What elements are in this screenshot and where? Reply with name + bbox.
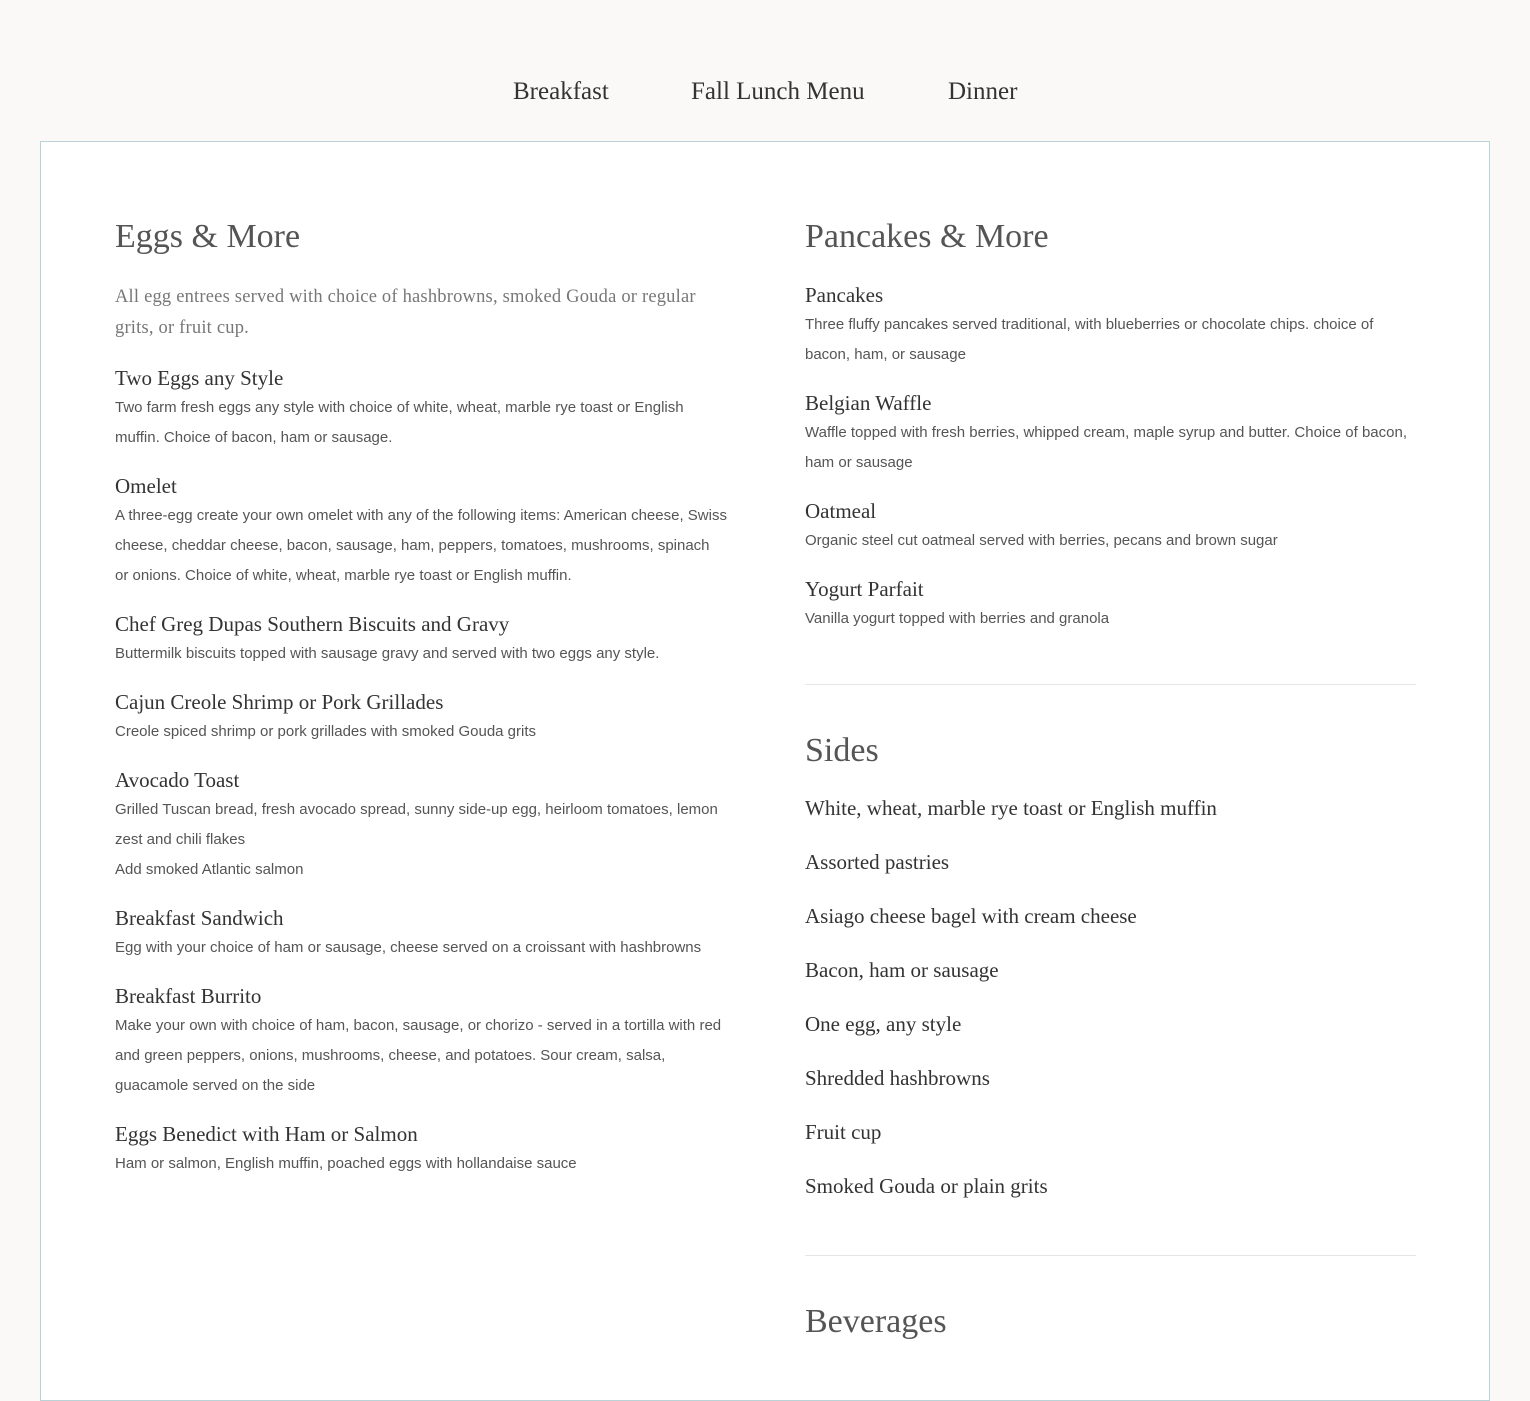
- section-title-sides: Sides: [805, 732, 879, 769]
- item-name: Eggs Benedict with Ham or Salmon: [115, 1122, 418, 1146]
- tab-dinner[interactable]: Dinner: [948, 78, 1018, 105]
- menu-item: [115, 611, 727, 669]
- section-divider: [805, 684, 1416, 685]
- beverages-section: [805, 1302, 1416, 1342]
- section-title-pancakes: Pancakes & More: [805, 218, 1049, 255]
- menu-tabs: [0, 0, 1530, 141]
- side-item: White, wheat, marble rye toast or English muffin: [805, 796, 1217, 820]
- menu-item: [805, 498, 1416, 556]
- tab-breakfast[interactable]: Breakfast: [513, 78, 609, 105]
- side-item: Asiago cheese bagel with cream cheese: [805, 904, 1137, 928]
- menu-item: [805, 576, 1416, 634]
- item-description: Vanilla yogurt topped with berries and granola: [805, 610, 1110, 627]
- item-description: Make your own with choice of ham, bacon, sausage, or chorizo - served in a tortilla with red and green peppers, onions, mushrooms, cheese, and potatoes. Sour cream, salsa, guacamole served on the side: [115, 1017, 722, 1094]
- menu-item: [805, 282, 1416, 370]
- side-item: Bacon, ham or sausage: [805, 958, 999, 982]
- menu-panel: [40, 141, 1490, 1401]
- item-name: Two Eggs any Style: [115, 366, 284, 390]
- side-item: One egg, any style: [805, 1012, 962, 1036]
- menu-item: [115, 689, 727, 747]
- menu-item: [115, 365, 727, 453]
- item-description: A three-egg create your own omelet with any of the following items: American cheese, Swiss cheese, cheddar cheese, bacon, sausage, ham, peppers, tomatoes, mushrooms, spinach or onions. Choice of white, wheat, marble rye toast or English muffin.: [115, 507, 727, 584]
- item-name: Avocado Toast: [115, 768, 240, 792]
- section-title-beverages: Beverages: [805, 1303, 947, 1340]
- side-item: Smoked Gouda or plain grits: [805, 1174, 1048, 1198]
- sides-list: [805, 795, 1416, 1199]
- item-name: Breakfast Burrito: [115, 984, 262, 1008]
- right-column: [805, 217, 1416, 1342]
- item-description: Buttermilk biscuits topped with sausage gravy and served with two eggs any style.: [115, 645, 660, 662]
- section-divider: [805, 1255, 1416, 1256]
- item-description: Grilled Tuscan bread, fresh avocado spread, sunny side-up egg, heirloom tomatoes, lemon zest and chili flakes: [115, 801, 718, 848]
- item-description: Waffle topped with fresh berries, whipped cream, maple syrup and butter. Choice of bacon, ham or sausage: [805, 424, 1407, 471]
- item-name: Belgian Waffle: [805, 391, 932, 415]
- side-item: Fruit cup: [805, 1120, 882, 1144]
- menu-item: [115, 767, 727, 885]
- menu-item: [115, 905, 727, 963]
- item-name: Yogurt Parfait: [805, 577, 924, 601]
- item-description: Organic steel cut oatmeal served with berries, pecans and brown sugar: [805, 532, 1278, 549]
- item-addon: Add smoked Atlantic salmon: [115, 861, 304, 878]
- item-description: Three fluffy pancakes served traditional, with blueberries or chocolate chips. choice of bacon, ham, or sausage: [805, 316, 1374, 363]
- item-name: Pancakes: [805, 283, 884, 307]
- section-title-eggs: Eggs & More: [115, 218, 301, 255]
- eggs-section: [115, 217, 727, 1179]
- item-name: Oatmeal: [805, 499, 877, 523]
- sides-section: [805, 731, 1416, 1199]
- menu-item: [115, 473, 727, 591]
- item-name: Cajun Creole Shrimp or Pork Grillades: [115, 690, 444, 714]
- eggs-intro: All egg entrees served with choice of hashbrowns, smoked Gouda or regular grits, or fruit cup.: [115, 287, 696, 338]
- item-description: Two farm fresh eggs any style with choice of white, wheat, marble rye toast or English muffin. Choice of bacon, ham or sausage.: [115, 399, 684, 446]
- menu-item: [805, 390, 1416, 478]
- item-name: Breakfast Sandwich: [115, 906, 284, 930]
- pancakes-section: [805, 217, 1416, 634]
- item-description: Egg with your choice of ham or sausage, cheese served on a croissant with hashbrowns: [115, 939, 702, 956]
- item-description: Ham or salmon, English muffin, poached eggs with hollandaise sauce: [115, 1155, 577, 1172]
- menu-item: [115, 1121, 727, 1179]
- item-description: Creole spiced shrimp or pork grillades with smoked Gouda grits: [115, 723, 537, 740]
- menu-item: [115, 983, 727, 1101]
- item-name: Chef Greg Dupas Southern Biscuits and Gravy: [115, 612, 510, 636]
- side-item: Shredded hashbrowns: [805, 1066, 990, 1090]
- item-name: Omelet: [115, 474, 177, 498]
- tab-fall-lunch-menu[interactable]: Fall Lunch Menu: [691, 78, 865, 105]
- side-item: Assorted pastries: [805, 850, 950, 874]
